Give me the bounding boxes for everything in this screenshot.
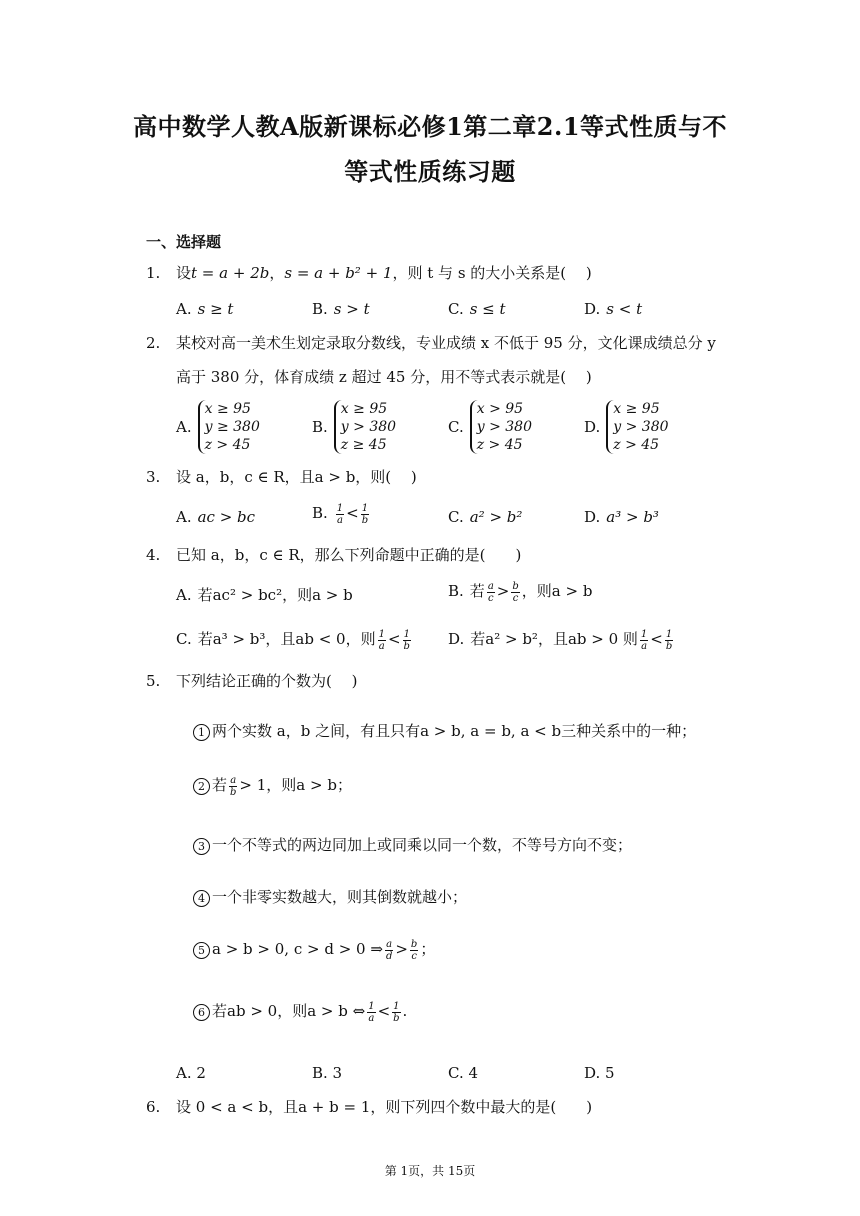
- fraction: $\frac{1}{a}$: [368, 1000, 375, 1024]
- option-a[interactable]: A.x ≥ 95 y ≥ 380 z > 45: [176, 401, 260, 453]
- inequality-system: x ≥ 95 y > 380 z ≥ 45: [334, 400, 396, 454]
- fraction: $\frac{a}{c}$: [487, 580, 494, 604]
- statement-3: 3 一个不等式的两边同加上或同乘以同一个数，不等号方向不变；: [193, 834, 632, 856]
- question-number: 2.: [146, 334, 161, 352]
- fraction: $\frac{1}{a}$: [640, 628, 648, 652]
- option-d[interactable]: D. a³ > b³: [584, 508, 659, 526]
- option-d[interactable]: D. s < t: [584, 300, 643, 318]
- section-heading: 一、选择题: [146, 233, 222, 251]
- option-c[interactable]: C. 若a³ > b³，且ab < 0，则 $\frac{1}{a}$ < $\frac{1}{b}$: [176, 628, 410, 652]
- question-1: 1. 设t = a + 2b，s = a + b² + 1，则 t 与 s 的大小关系是( ): [146, 264, 592, 282]
- statement-2: 2 若 $\frac{a}{b}$ > 1，则a > b；: [193, 774, 352, 798]
- statement-1: 1 两个实数 a，b 之间，有且只有a > b, a = b, a < b三种关系中的一种；: [193, 720, 696, 742]
- fraction: $\frac{1}{b}$: [393, 1000, 400, 1024]
- statement-4: 4 一个非零实数越大，则其倒数就越小；: [193, 886, 467, 908]
- option-b[interactable]: B. 3: [312, 1064, 343, 1082]
- option-b[interactable]: B. s > t: [312, 300, 370, 318]
- circled-number-icon: 2: [193, 778, 210, 795]
- circled-number-icon: 6: [193, 1004, 210, 1021]
- option-b[interactable]: B. $\frac{1}{a}$ < $\frac{1}{b}$: [312, 502, 369, 526]
- fraction: $\frac{1}{b}$: [665, 628, 673, 652]
- document-title-line-2: 等式性质练习题: [344, 157, 516, 186]
- fraction: $\frac{a}{b}$: [230, 774, 237, 798]
- question-6: 6. 设 0 < a < b，且a + b = 1，则下列四个数中最大的是( ): [146, 1098, 593, 1116]
- option-d[interactable]: D. 若a² > b²，且ab > 0 则 $\frac{1}{a}$ < $\frac{1}{b}$: [448, 628, 673, 652]
- circled-number-icon: 1: [193, 724, 210, 741]
- inequality-system: x > 95 y > 380 z > 45: [470, 400, 532, 454]
- statement-5: 5 a > b > 0, c > d > 0 ⇒ $\frac{a}{d}$ > $\frac{b}{c}$ ；: [193, 938, 435, 962]
- option-a[interactable]: A. 若ac² > bc²，则a > b: [176, 586, 353, 604]
- question-number: 5.: [146, 672, 161, 690]
- option-a[interactable]: A. ac > bc: [176, 508, 256, 526]
- question-number: 3.: [146, 468, 161, 486]
- option-c[interactable]: C. a² > b²: [448, 508, 523, 526]
- question-2-continuation: 高于 380 分，体育成绩 z 超过 45 分，用不等式表示就是( ): [176, 368, 592, 386]
- fraction: $\frac{a}{d}$: [385, 938, 393, 962]
- option-d[interactable]: D. 5: [584, 1064, 615, 1082]
- inequality-system: x ≥ 95 y ≥ 380 z > 45: [198, 400, 260, 454]
- question-4: 4. 已知 a，b，c ∈ R，那么下列命题中正确的是( ): [146, 546, 522, 564]
- option-a[interactable]: A. 2: [176, 1064, 206, 1082]
- question-number: 1.: [146, 264, 161, 282]
- circled-number-icon: 5: [193, 942, 210, 959]
- fraction: $\frac{1}{a}$: [378, 628, 385, 652]
- question-2: 2. 某校对高一美术生划定录取分数线，专业成绩 x 不低于 95 分，文化课成绩总分 y: [146, 334, 716, 352]
- inequality-system: x ≥ 95 y > 380 z > 45: [606, 400, 668, 454]
- option-a[interactable]: A. s ≥ t: [176, 300, 234, 318]
- circled-number-icon: 4: [193, 890, 210, 907]
- page-footer: 第 1页，共 15页: [384, 1164, 476, 1178]
- question-5: 5. 下列结论正确的个数为( ): [146, 672, 358, 690]
- option-c[interactable]: C.x > 95 y > 380 z > 45: [448, 401, 532, 453]
- question-number: 6.: [146, 1098, 161, 1116]
- option-b[interactable]: B. 若 $\frac{a}{c}$ > $\frac{b}{c}$ ，则a > b: [448, 580, 593, 604]
- document-title-line-1: 高中数学人教A版新课标必修1第二章2.1等式性质与不: [132, 112, 728, 141]
- option-c[interactable]: C. 4: [448, 1064, 479, 1082]
- question-3: 3. 设 a，b，c ∈ R，且a > b，则( ): [146, 468, 417, 486]
- fraction: $\frac{1}{a}$: [336, 502, 344, 526]
- fraction: $\frac{b}{c}$: [410, 938, 418, 962]
- fraction: $\frac{b}{c}$: [512, 580, 519, 604]
- statement-6: 6 若ab > 0，则a > b ⇔ $\frac{1}{a}$ < $\frac{1}{b}$ .: [193, 1000, 407, 1024]
- fraction: $\frac{1}{b}$: [403, 628, 410, 652]
- option-b[interactable]: B.x ≥ 95 y > 380 z ≥ 45: [312, 401, 397, 453]
- circled-number-icon: 3: [193, 838, 210, 855]
- fraction: $\frac{1}{b}$: [361, 502, 369, 526]
- option-d[interactable]: D.x ≥ 95 y > 380 z > 45: [584, 401, 669, 453]
- question-number: 4.: [146, 546, 161, 564]
- option-c[interactable]: C. s ≤ t: [448, 300, 506, 318]
